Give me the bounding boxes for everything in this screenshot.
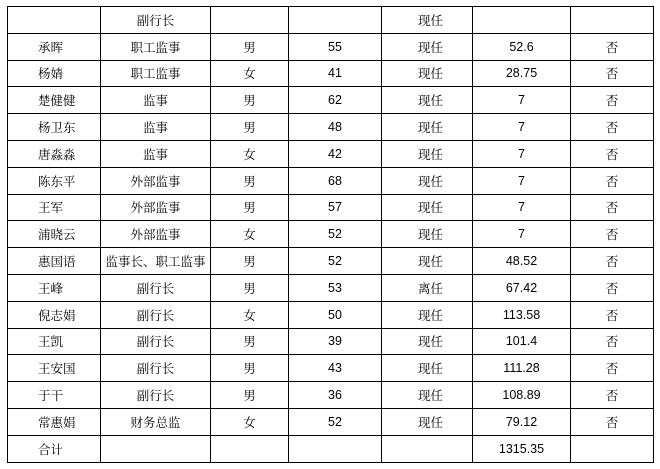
name-cell: 唐淼淼 bbox=[8, 140, 101, 167]
name-cell: 王凯 bbox=[8, 328, 101, 355]
related-party-cell: 否 bbox=[571, 194, 654, 221]
table-row bbox=[8, 274, 654, 301]
name-cell: 杨婧 bbox=[8, 60, 101, 87]
name-cell: 常惠娟 bbox=[8, 408, 101, 435]
age-cell: 42 bbox=[289, 140, 382, 167]
related-party-cell bbox=[571, 7, 654, 34]
pay-cell: 7 bbox=[473, 221, 571, 248]
pay-cell: 52.6 bbox=[473, 33, 571, 60]
table-row bbox=[8, 167, 654, 194]
age-cell: 52 bbox=[289, 221, 382, 248]
related-party-cell: 否 bbox=[571, 114, 654, 141]
status-cell: 现任 bbox=[382, 7, 473, 34]
gender-cell: 女 bbox=[211, 140, 289, 167]
related-party-cell: 否 bbox=[571, 33, 654, 60]
age-cell: 62 bbox=[289, 87, 382, 114]
age-cell: 48 bbox=[289, 114, 382, 141]
table-row bbox=[8, 114, 654, 141]
related-party-cell: 否 bbox=[571, 328, 654, 355]
status-cell: 现任 bbox=[382, 114, 473, 141]
pay-cell: 28.75 bbox=[473, 60, 571, 87]
gender-cell: 女 bbox=[211, 221, 289, 248]
table-row bbox=[8, 382, 654, 409]
gender-cell: 男 bbox=[211, 87, 289, 114]
age-cell: 57 bbox=[289, 194, 382, 221]
table-row bbox=[8, 355, 654, 382]
table-row bbox=[8, 87, 654, 114]
table-row bbox=[8, 60, 654, 87]
pay-cell: 111.28 bbox=[473, 355, 571, 382]
pay-cell: 48.52 bbox=[473, 248, 571, 275]
name-cell: 浦晓云 bbox=[8, 221, 101, 248]
name-cell: 惠国语 bbox=[8, 248, 101, 275]
position-cell: 职工监事 bbox=[101, 33, 211, 60]
pay-cell: 7 bbox=[473, 140, 571, 167]
table-row bbox=[8, 221, 654, 248]
status-cell: 现任 bbox=[382, 33, 473, 60]
gender-cell: 女 bbox=[211, 408, 289, 435]
related-party-cell: 否 bbox=[571, 274, 654, 301]
name-cell bbox=[8, 7, 101, 34]
pay-cell: 7 bbox=[473, 194, 571, 221]
status-cell: 现任 bbox=[382, 328, 473, 355]
age-cell: 50 bbox=[289, 301, 382, 328]
compensation-table bbox=[7, 6, 654, 463]
pay-cell: 113.58 bbox=[473, 301, 571, 328]
age-cell: 68 bbox=[289, 167, 382, 194]
gender-cell: 男 bbox=[211, 114, 289, 141]
status-cell: 现任 bbox=[382, 87, 473, 114]
age-cell: 41 bbox=[289, 60, 382, 87]
related-party-cell: 否 bbox=[571, 355, 654, 382]
pay-cell bbox=[473, 7, 571, 34]
table-row-total bbox=[8, 435, 654, 462]
pay-cell: 108.89 bbox=[473, 382, 571, 409]
name-cell: 陈东平 bbox=[8, 167, 101, 194]
status-cell: 现任 bbox=[382, 408, 473, 435]
table-row bbox=[8, 33, 654, 60]
pay-cell: 7 bbox=[473, 167, 571, 194]
pay-cell: 79.12 bbox=[473, 408, 571, 435]
gender-cell: 男 bbox=[211, 33, 289, 60]
status-cell: 离任 bbox=[382, 274, 473, 301]
age-cell bbox=[289, 7, 382, 34]
pay-cell: 101.4 bbox=[473, 328, 571, 355]
related-party-cell: 否 bbox=[571, 248, 654, 275]
gender-cell: 男 bbox=[211, 274, 289, 301]
gender-cell: 男 bbox=[211, 167, 289, 194]
position-cell: 监事 bbox=[101, 140, 211, 167]
gender-cell: 男 bbox=[211, 355, 289, 382]
related-party-cell: 否 bbox=[571, 221, 654, 248]
total-label: 合计 bbox=[8, 435, 101, 462]
table-row bbox=[8, 248, 654, 275]
age-cell: 55 bbox=[289, 33, 382, 60]
gender-cell: 男 bbox=[211, 248, 289, 275]
position-cell: 副行长 bbox=[101, 7, 211, 34]
position-cell: 监事 bbox=[101, 87, 211, 114]
table-row bbox=[8, 7, 654, 34]
position-cell: 外部监事 bbox=[101, 194, 211, 221]
table-row bbox=[8, 140, 654, 167]
related-party-cell: 否 bbox=[571, 382, 654, 409]
position-cell: 副行长 bbox=[101, 382, 211, 409]
gender-cell: 男 bbox=[211, 328, 289, 355]
related-party-cell: 否 bbox=[571, 140, 654, 167]
table-row bbox=[8, 408, 654, 435]
pay-cell: 7 bbox=[473, 114, 571, 141]
position-cell: 监事 bbox=[101, 114, 211, 141]
status-cell: 现任 bbox=[382, 301, 473, 328]
name-cell: 楚健健 bbox=[8, 87, 101, 114]
table-row bbox=[8, 301, 654, 328]
gender-cell bbox=[211, 7, 289, 34]
table-body bbox=[8, 7, 654, 463]
age-cell: 43 bbox=[289, 355, 382, 382]
name-cell: 倪志娟 bbox=[8, 301, 101, 328]
position-cell: 外部监事 bbox=[101, 221, 211, 248]
position-cell: 监事长、职工监事 bbox=[101, 248, 211, 275]
position-cell: 外部监事 bbox=[101, 167, 211, 194]
table-row bbox=[8, 328, 654, 355]
status-cell: 现任 bbox=[382, 140, 473, 167]
related-party-cell: 否 bbox=[571, 87, 654, 114]
status-cell: 现任 bbox=[382, 355, 473, 382]
table-row bbox=[8, 194, 654, 221]
position-cell: 副行长 bbox=[101, 328, 211, 355]
name-cell: 于干 bbox=[8, 382, 101, 409]
status-cell: 现任 bbox=[382, 382, 473, 409]
name-cell: 杨卫东 bbox=[8, 114, 101, 141]
age-cell: 53 bbox=[289, 274, 382, 301]
name-cell: 王安国 bbox=[8, 355, 101, 382]
gender-cell: 男 bbox=[211, 382, 289, 409]
name-cell: 王峰 bbox=[8, 274, 101, 301]
position-cell: 副行长 bbox=[101, 355, 211, 382]
gender-cell: 女 bbox=[211, 60, 289, 87]
position-cell: 副行长 bbox=[101, 274, 211, 301]
status-cell: 现任 bbox=[382, 221, 473, 248]
age-cell: 52 bbox=[289, 408, 382, 435]
pay-cell: 67.42 bbox=[473, 274, 571, 301]
name-cell: 王军 bbox=[8, 194, 101, 221]
status-cell: 现任 bbox=[382, 248, 473, 275]
gender-cell: 女 bbox=[211, 301, 289, 328]
status-cell: 现任 bbox=[382, 60, 473, 87]
status-cell: 现任 bbox=[382, 194, 473, 221]
pay-cell: 7 bbox=[473, 87, 571, 114]
position-cell: 副行长 bbox=[101, 301, 211, 328]
age-cell: 52 bbox=[289, 248, 382, 275]
related-party-cell: 否 bbox=[571, 167, 654, 194]
name-cell: 承晖 bbox=[8, 33, 101, 60]
age-cell: 39 bbox=[289, 328, 382, 355]
position-cell: 职工监事 bbox=[101, 60, 211, 87]
status-cell: 现任 bbox=[382, 167, 473, 194]
related-party-cell: 否 bbox=[571, 408, 654, 435]
position-cell: 财务总监 bbox=[101, 408, 211, 435]
gender-cell: 男 bbox=[211, 194, 289, 221]
related-party-cell: 否 bbox=[571, 60, 654, 87]
total-pay: 1315.35 bbox=[473, 435, 571, 462]
age-cell: 36 bbox=[289, 382, 382, 409]
related-party-cell: 否 bbox=[571, 301, 654, 328]
